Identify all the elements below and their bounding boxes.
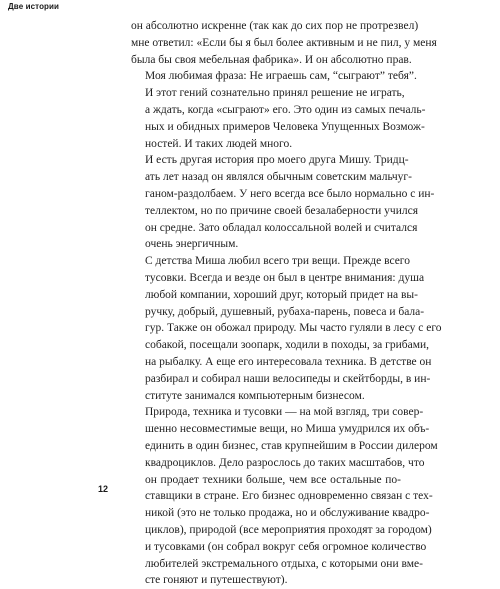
paragraph — [131, 152, 435, 253]
text-line: никой (это не только продажа, но и обслуживание квадро- — [145, 507, 430, 520]
text-line: он средне. Зато обладал колоссальной волей и считался — [145, 221, 418, 234]
text-line: И есть другая история про моего друга Мишу. Тридц- — [145, 154, 409, 167]
text-line: и тусовками (он собрал вокруг себя огромное количество — [145, 540, 427, 553]
text-line: любой компании, хороший друг, который придет на вы- — [145, 288, 418, 301]
text-line: а ждать, когда «сыграют» его. Это один из самых печаль- — [145, 103, 426, 116]
body-text — [131, 18, 442, 589]
text-line: разбирал и собирал наши велосипеды и скейтборды, в ин- — [145, 372, 431, 385]
text-line: С детства Миша любил всего три вещи. Прежде всего — [145, 255, 410, 268]
text-line: мне ответил: «Если бы я был более активным и не пил, у меня — [131, 36, 437, 49]
text-line: он абсолютно искренне (так как до сих пор не протрезвел) — [131, 20, 419, 32]
text-line: тусовки. Всегда и везде он был в центре внимания: душа — [145, 271, 425, 284]
text-line: циклов), природой (все мероприятия проходят за городом) — [145, 523, 432, 536]
paragraph — [131, 404, 438, 589]
text-line: единить в один бизнес, став крупнейшим в России дилером — [145, 439, 438, 452]
text-line: ставщики в стране. Его бизнес одновременно связан с тех- — [145, 490, 433, 503]
text-line: на рыбалку. А еще его интересовала техника. В детстве он — [145, 355, 432, 368]
text-line: сте гоняют и путешествуют). — [145, 574, 288, 587]
text-line: очень энергичным. — [145, 238, 239, 251]
text-line: ганом-раздолбаем. У него всегда все было нормально с ин- — [145, 187, 435, 200]
text-line: ручку, добрый, душевный, рубаха-парень, повеса и бала- — [145, 305, 425, 318]
text-line: он продает техники больше, чем все остальные по- — [145, 473, 401, 486]
text-line: шенно несовместимые вещи, но Миша умудрился их объ- — [145, 423, 430, 436]
text-line: гур. Также он обожал природу. Мы часто гуляли в лесу с его — [145, 322, 442, 335]
paragraph — [131, 253, 442, 404]
text-line: Моя любимая фраза: Не играешь сам, “сыграют” тебя”. — [145, 70, 417, 83]
text-line: любителей экстремального отдыха, с которыми они вме- — [145, 557, 423, 570]
text-line: ституте занимался компьютерным бизнесом. — [145, 389, 365, 402]
paragraph — [131, 68, 426, 152]
text-line: ать лет назад он являлся обычным советским мальчуг- — [145, 171, 412, 184]
text-line: квадроциклов. Дело разрослось до таких масштабов, что — [145, 456, 425, 469]
text-line: И этот гений сознательно принял решение не играть, — [145, 87, 405, 100]
page-number: 12 — [98, 484, 109, 494]
running-head: Две истории — [8, 2, 60, 11]
paragraph — [131, 18, 437, 68]
text-line: была бы своя мебельная фабрика». И он абсолютно прав. — [131, 53, 412, 66]
text-line: ностей. И таких людей много. — [145, 137, 293, 150]
text-line: Природа, техника и тусовки — на мой взгляд, три совер- — [145, 406, 424, 419]
text-line: теллектом, но по причине своей безалаберности учился — [145, 204, 419, 217]
text-line: ных и обидных примеров Человека Упущенных Возмож- — [145, 120, 425, 133]
text-line: собакой, посещали зоопарк, ходили в походы, за грибами, — [145, 339, 430, 352]
